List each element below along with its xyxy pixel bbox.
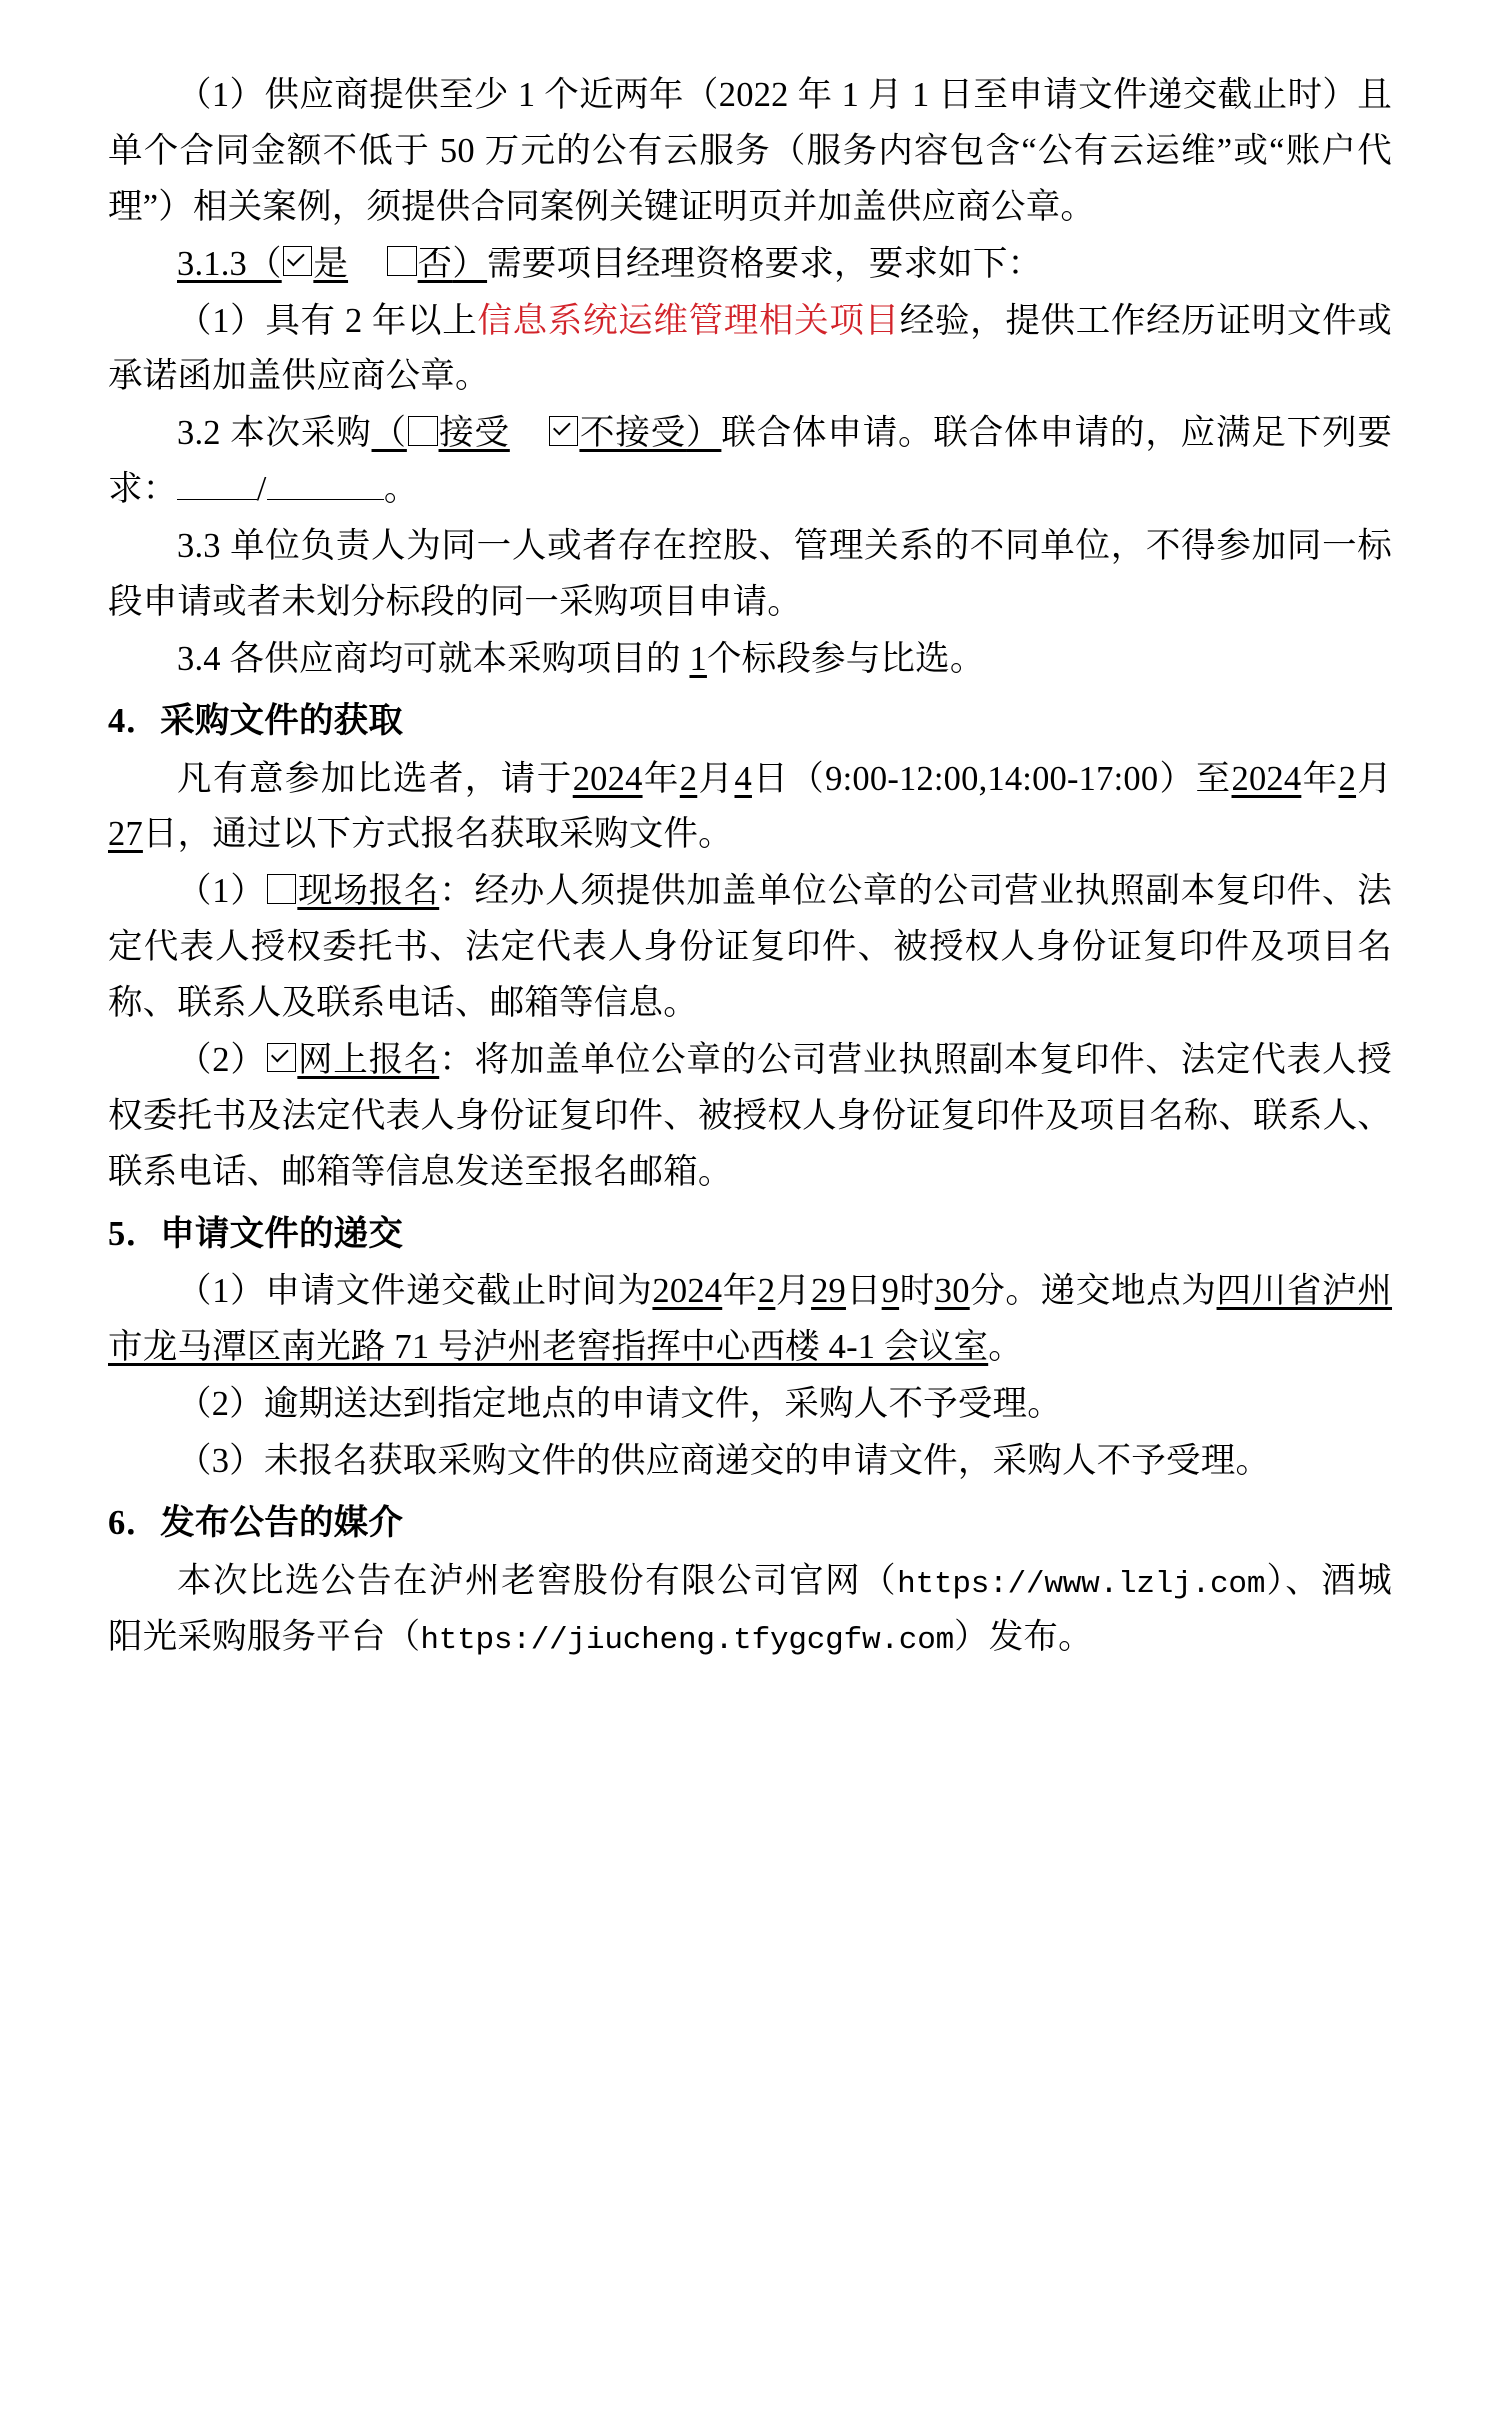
clause-6-lead: 本次比选公告在泸州老窖股份有限公司官网（ <box>177 1561 898 1600</box>
start-year: 2024 <box>572 759 643 798</box>
heading-section-6: 6．发布公告的媒介 <box>108 1503 404 1542</box>
month-unit-1: 月 <box>697 759 735 798</box>
checkbox-not-accept-icon[interactable] <box>549 416 579 446</box>
clause-3-2-not-accept-label: 不接受 <box>579 414 687 453</box>
clause-5-3: （3）未报名获取采购文件的供应商递交的申请文件，采购人不予受理。 <box>177 1442 1271 1480</box>
clause-6-tail: ）发布。 <box>954 1617 1093 1656</box>
clause-3-1-3-no-label: 否 <box>417 244 453 283</box>
minute-unit: 分 <box>969 1272 1006 1311</box>
month-unit-2: 月 <box>1356 759 1393 798</box>
online-registration-label: 网上报名 <box>297 1040 440 1079</box>
clause-5-1-deadline <box>108 1264 1392 1376</box>
clause-4-to: 至 <box>1195 759 1232 798</box>
clause-3-2-options: （ 接受 不接受） <box>371 414 722 453</box>
start-day: 4 <box>734 759 752 798</box>
checkbox-online-icon[interactable] <box>267 1043 297 1073</box>
paragraph-manager-experience <box>108 294 1392 406</box>
clause-3-1-3-text: 需要项目经理资格要求，要求如下： <box>487 244 1043 283</box>
clause-3-2-prefix: 3.2 <box>177 414 221 453</box>
heading-section-4: 4．采购文件的获取 <box>108 701 404 740</box>
clause-4-lead: 凡有意参加比选者，请于 <box>177 759 573 798</box>
clause-3-1-3 <box>108 237 1392 293</box>
clause-3-2: 3.2 本次采购（ 接受 不接受）联合体申请。联合体申请的，应满足下列要求： / 。 <box>108 414 1393 509</box>
clause-3-4-suffix: 个标段参与比选。 <box>706 639 985 678</box>
clause-5-2: （2）逾期送达到指定地点的申请文件，采购人不予受理。 <box>177 1385 1062 1424</box>
deadline-year: 2024 <box>652 1272 723 1311</box>
end-year: 2024 <box>1231 759 1302 798</box>
clause-3-4-section-count: 1 <box>689 639 707 678</box>
year-unit-1: 年 <box>642 759 680 798</box>
clause-4-registration-period <box>108 752 1392 864</box>
clause-3-2-accept-label: 接受 <box>438 414 510 453</box>
checkbox-yes-icon[interactable] <box>283 246 313 276</box>
day-unit-1: 日 <box>751 759 790 798</box>
month-unit-3: 月 <box>775 1272 812 1311</box>
checkbox-no-icon[interactable] <box>387 246 417 276</box>
heading-section-5: 5．申请文件的递交 <box>108 1214 404 1253</box>
clause-5-1-mid: 。递交地点为 <box>1005 1272 1217 1311</box>
official-website-url[interactable]: https://www.lzlj.com <box>897 1566 1266 1602</box>
onsite-registration-text: ：经办人须提供加盖单位公章的公司营业执照副本复印件、法定代表人授权委托书、法定代表人身份证复印件、被授权人身份证复印件及项目名称、联系人及联系电话、邮箱等信息。 <box>108 872 1392 1022</box>
checkbox-accept-icon[interactable] <box>408 416 438 446</box>
clause-5-1-lead: （1）申请文件递交截止时间为 <box>177 1272 653 1311</box>
end-month: 2 <box>1338 759 1357 798</box>
blank-field-1[interactable] <box>177 499 256 500</box>
clause-4-1-onsite: （1） 现场报名：经办人须提供加盖单位公章的公司营业执照副本复印件、法定代表人授权委托书、法定代表人身份证复印件、被授权人身份证复印件及项目名称、联系人及联系电话、邮箱等信息。 <box>108 872 1392 1022</box>
end-day: 27 <box>108 815 143 854</box>
clause-3-3: 3.3 单位负责人为同一人或者存在控股、管理关系的不同单位，不得参加同一标段申请或者未划分标段的同一采购项目申请。 <box>108 527 1392 621</box>
hour-unit: 时 <box>899 1272 935 1311</box>
onsite-registration-label: 现场报名 <box>297 872 440 911</box>
clause-3-2-tail: 。 <box>383 470 419 509</box>
manager-exp-prefix: （1）具有 2 年以上 <box>177 301 478 340</box>
submission-address: 四川省泸州市龙马潭区南光路 71 号泸州老窖指挥中心西楼 4-1 会议室 <box>108 1272 1393 1367</box>
deadline-hour: 9 <box>881 1272 900 1311</box>
clause-3-1-3-prefix: 3.1.3 <box>177 244 247 283</box>
checkbox-onsite-icon[interactable] <box>267 874 297 904</box>
clause-3-4 <box>108 632 1392 688</box>
day-unit-3: 日 <box>845 1272 882 1311</box>
year-unit-2: 年 <box>1301 759 1339 798</box>
start-month: 2 <box>679 759 698 798</box>
clause-6-mid: ）、酒城阳光采购服务平台（ <box>108 1561 1392 1656</box>
clause-3-2-mid: 联合体申请。联合体申请的，应满足下列要求： <box>108 414 1393 509</box>
manager-exp-suffix: 经验，提供工作经历证明文件或承诺函加盖供应商公章。 <box>108 301 1392 396</box>
registration-time-window: （9:00-12:00,14:00-17:00） <box>789 759 1196 798</box>
clause-3-1-3-options: （ 是 否） <box>247 244 488 283</box>
platform-url[interactable]: https://jiucheng.tfygcgfw.com <box>420 1622 955 1658</box>
deadline-day: 29 <box>811 1272 846 1311</box>
deadline-minute: 30 <box>934 1272 970 1311</box>
clause-5-1-tail: 。 <box>988 1328 1023 1367</box>
clause-6-media <box>108 1554 1392 1666</box>
clause-3-1-3-yes-label: 是 <box>313 244 349 283</box>
clause-4-2-online: （2） 网上报名：将加盖单位公章的公司营业执照副本复印件、法定代表人授权委托书及法定代表人身份证复印件、被授权人身份证复印件及项目名称、联系人、联系电话、邮箱等信息发送至报名邮箱。 <box>108 1040 1392 1191</box>
clause-3-4-prefix: 3.4 各供应商均可就本采购项目的 <box>177 639 681 678</box>
blank-field-2[interactable] <box>267 499 384 500</box>
online-registration-text: ：将加盖单位公章的公司营业执照副本复印件、法定代表人授权委托书及法定代表人身份证复印件、被授权人身份证复印件及项目名称、联系人、联系电话、邮箱等信息发送至报名邮箱。 <box>108 1040 1392 1191</box>
day-unit-2: 日 <box>142 815 178 854</box>
year-unit-3: 年 <box>722 1272 758 1311</box>
clause-4-tail: ，通过以下方式报名获取采购文件。 <box>177 815 733 854</box>
clause-3-2-lead: 本次采购 <box>230 414 372 453</box>
manager-exp-highlight: 信息系统运维管理相关项目 <box>477 301 900 340</box>
deadline-month: 2 <box>757 1272 776 1311</box>
paragraph-supplier-case: （1）供应商提供至少 1 个近两年（2022 年 1 月 1 日至申请文件递交截止时）且单个合同金额不低于 50 万元的公有云服务（服务内容包含“公有云运维”或“账户代理”）相关案例，须提供合同案例关键证明页并加盖供应商公章。 <box>108 76 1392 226</box>
